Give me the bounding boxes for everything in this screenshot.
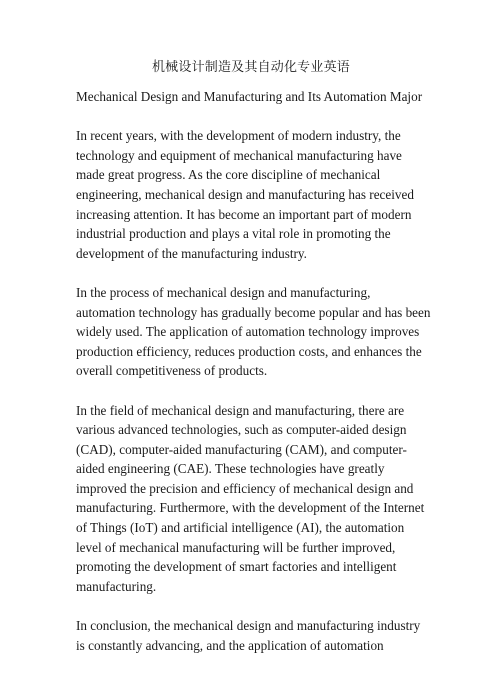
document-subtitle: Mechanical Design and Manufacturing and Its Automation Major [76, 89, 423, 104]
paragraph-4: In conclusion, the mechanical design and manufacturing industry is constantly advancing, and the application of automation [76, 618, 421, 653]
paragraph-3: In the field of mechanical design and manufacturing, there are various advanced technologies, such as computer-aided design (CAD), computer-aided manufacturing (CAM), and computer-aided engineering (CAE). These technologies have greatly improved the precision and efficiency of mechanical design and manufacturing. Furthermore, with the development of the Internet of Things (IoT) and artificial intelligence (AI), the automation level of mechanical manufacturing will be further improved, promoting the development of smart factories and intelligent manufacturing. [76, 402, 425, 594]
document-title: 机械设计制造及其自动化专业英语 [151, 60, 350, 75]
document-body [76, 87, 432, 675]
paragraph-1: In recent years, with the development of modern industry, the technology and equipment of mechanical manufacturing have made great progress. As the core discipline of mechanical engineering, mechanical design and manufacturing has received increasing attention. It has become an important part of modern industrial production and plays a vital role in promoting the development of the manufacturing industry. [76, 128, 414, 261]
paragraph-2: In the process of mechanical design and manufacturing, automation technology has gradually become popular and has been widely used. The application of automation technology improves production efficiency, reduces production costs, and enhances the overall competitiveness of products. [76, 284, 431, 379]
